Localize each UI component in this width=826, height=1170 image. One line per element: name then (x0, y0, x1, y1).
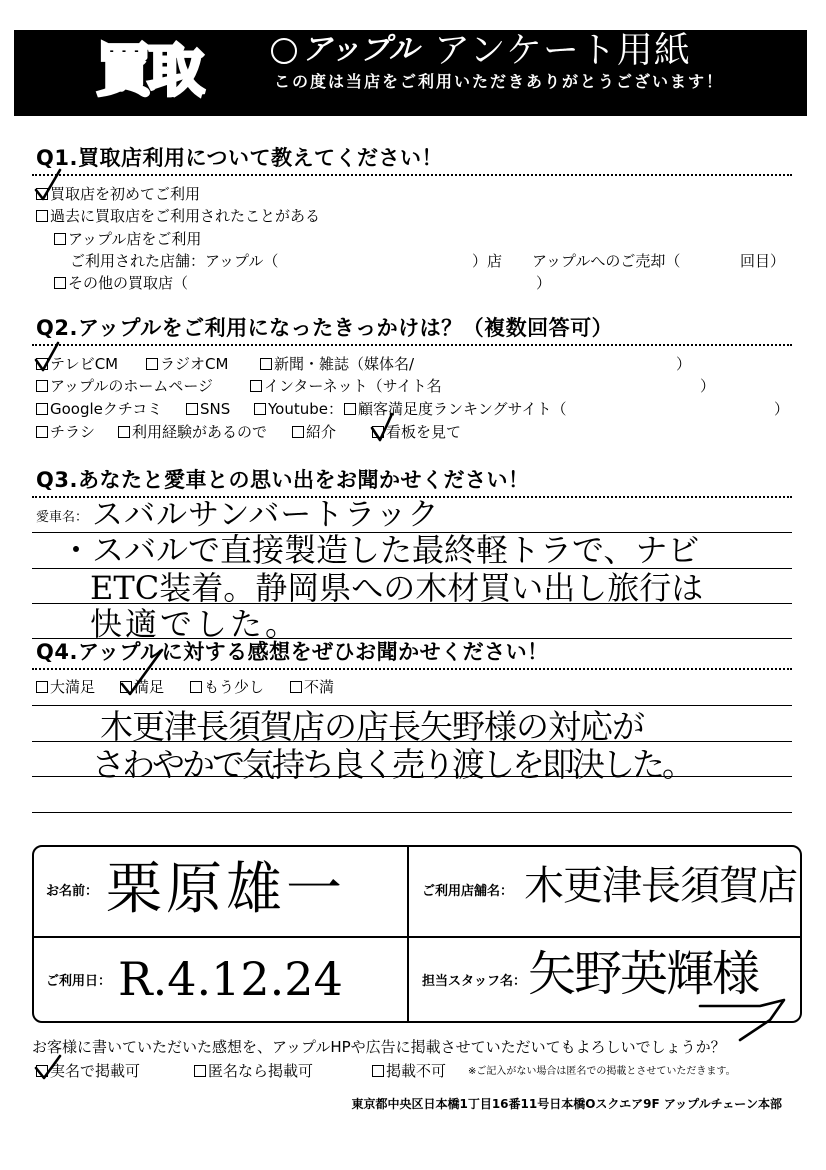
q2-ranking-end: ） (774, 400, 790, 418)
q2-title: Q2.アップルをご利用になったきっかけは？（複数回答可） (36, 316, 614, 340)
buy-title: 買取 (96, 39, 200, 104)
memory-line-1[interactable]: ・スバルで直接製造した最終軽トラで、ナビ (60, 531, 700, 569)
consent-none[interactable]: 掲載不可 (372, 1064, 446, 1079)
q1-store-suffix: ）店 (472, 252, 503, 270)
checkmark-icon (372, 414, 392, 440)
q2-option-news[interactable]: 新聞・雑誌（媒体名/ (260, 357, 414, 372)
q4-title: Q4.アップルに対する感想をぜひお聞かせください！ (36, 640, 549, 664)
checkmark-icon (36, 170, 60, 199)
checkmark-icon (122, 650, 162, 694)
q2-option-experience[interactable]: 利用経験があるので (118, 425, 267, 440)
q2-option-homepage[interactable]: アップルのホームページ (36, 379, 213, 394)
staff-label: 担当スタッフ名： (422, 974, 527, 989)
q2-option-referral[interactable]: 紹介 (292, 425, 336, 440)
store-label: ご利用店舗名： (422, 884, 514, 899)
q2-option-signboard[interactable]: 看板を見て (372, 425, 461, 440)
q1-option-past[interactable]: 過去に買取店をご利用されたことがある (36, 209, 320, 224)
checkmark-icon (36, 343, 58, 370)
q2-option-youtube[interactable]: Youtube： (254, 402, 343, 417)
memory-line-3[interactable]: 快適でした。 (90, 605, 301, 643)
brand-name: アップル (302, 32, 419, 67)
q4-option-more[interactable]: もう少し (190, 680, 264, 695)
q1-other-suffix: ） (536, 274, 552, 292)
q1-sale-field[interactable]: アップルへのご売却（ (532, 252, 681, 270)
q1-option-apple[interactable]: アップル店をご利用 (54, 232, 201, 247)
name-label: お名前： (46, 884, 99, 899)
car-name-value[interactable]: スバルサンバートラック (92, 497, 440, 533)
q1-store-field[interactable]: ご利用された店舗：アップル（ (70, 252, 279, 270)
staff-value[interactable]: 矢野英輝様 (528, 946, 759, 1002)
q2-option-radio[interactable]: ラジオCM (146, 357, 228, 372)
memory-line-2[interactable]: ETC装着。静岡県への木材買い出し旅行は (90, 569, 704, 607)
q2-option-sns[interactable]: SNS (186, 402, 230, 417)
comment-line-1[interactable]: 木更津長須賀店の店長矢野様の対応が (100, 707, 644, 746)
car-name-label: 愛車名： (36, 510, 89, 525)
store-value[interactable]: 木更津長須賀店 (524, 863, 797, 909)
q2-option-flyer[interactable]: チラシ (36, 425, 95, 440)
signature-flourish (700, 1000, 784, 1040)
q1-option-first[interactable]: 買取店を初めてご利用 (36, 187, 200, 202)
survey-title: アンケート用紙 (434, 30, 691, 71)
checkmark-icon (36, 1056, 60, 1078)
consent-real-name[interactable]: 実名で掲載可 (36, 1064, 140, 1079)
q3-title: Q3.あなたと愛車との思い出をお聞かせください！ (36, 468, 530, 492)
q4-option-very-satisfied[interactable]: 大満足 (36, 680, 95, 695)
name-value[interactable]: 栗原雄一 (106, 857, 346, 922)
q4-option-satisfied[interactable]: 満足 (120, 680, 164, 695)
consent-note: ※ご記入がない場合は匿名での掲載とさせていただきます。 (468, 1066, 736, 1077)
comment-line-2[interactable]: さわやかで気持ち良く売り渡しを即決した。 (92, 745, 692, 784)
q2-internet-end: ） (700, 377, 716, 395)
thank-you-text: この度は当店をご利用いただきありがとうございます！ (274, 72, 725, 91)
q2-option-ranking[interactable]: 顧客満足度ランキングサイト（ (344, 402, 567, 417)
q1-title: Q1.買取店利用について教えてください！ (36, 146, 444, 170)
q4-option-unsatisfied[interactable]: 不満 (290, 680, 334, 695)
q2-option-tv[interactable]: テレビCM (36, 357, 118, 372)
q2-news-end: ） (676, 355, 692, 373)
company-address: 東京都中央区日本橋1丁目16番11号日本橋Oスクエア9F アップルチェーン本部 (351, 1097, 782, 1111)
q1-option-other[interactable]: その他の買取店（ (54, 276, 188, 291)
date-label: ご利用日： (46, 974, 112, 989)
consent-anonymous[interactable]: 匿名なら掲載可 (194, 1064, 313, 1079)
q1-sale-suffix: 回目） (740, 252, 786, 270)
q2-option-google[interactable]: Googleクチコミ (36, 402, 162, 417)
publish-consent-question: お客様に書いていただいた感想を、アップルHPや広告に掲載させていただいてもよろしいでしょうか？ (32, 1038, 726, 1056)
q2-option-internet[interactable]: インターネット（サイト名 (250, 379, 442, 394)
date-value[interactable]: R.4.12.24 (118, 952, 343, 1006)
